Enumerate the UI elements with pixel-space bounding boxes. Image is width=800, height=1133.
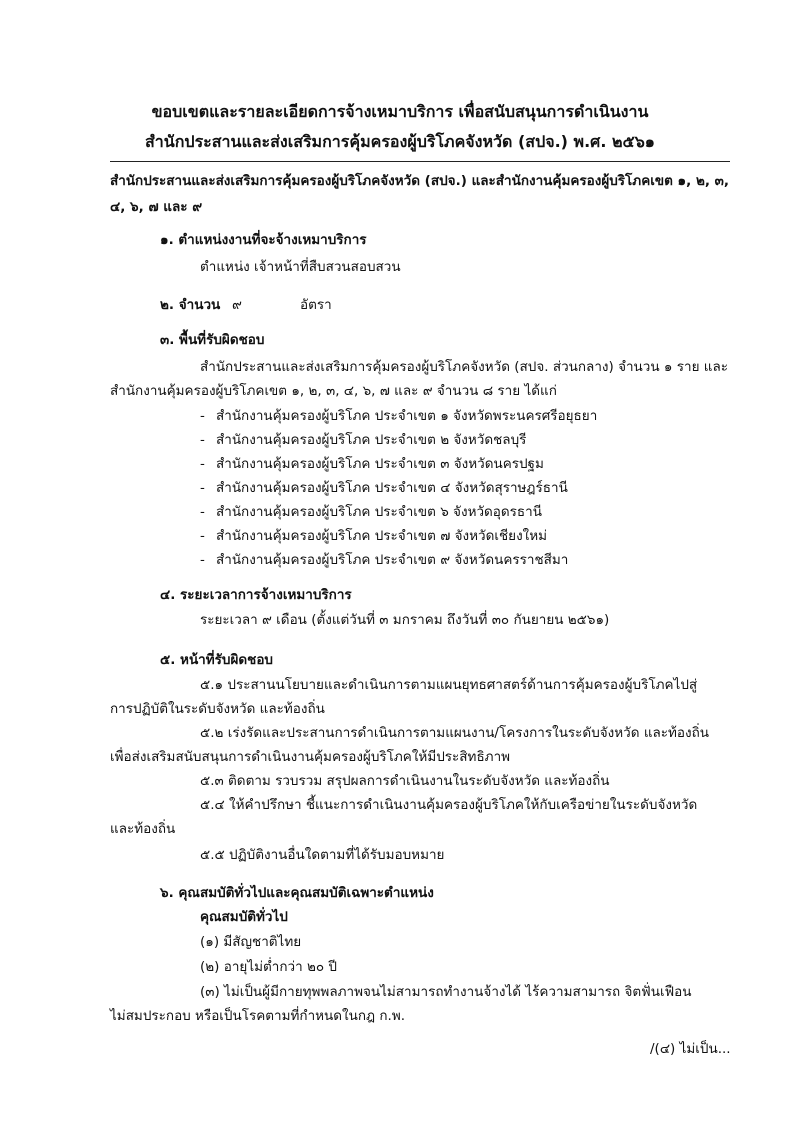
section5-p4-line2: และท้องถิ่น — [110, 821, 176, 837]
section6-q1: (๑) มีสัญชาติไทย — [200, 934, 302, 950]
list-item: - สำนักงานคุ้มครองผู้บริโภค ประจำเขต ๖ จังหวัดอุดรธานี — [200, 504, 542, 520]
section1-heading: ๑. ตำแหน่งงานที่จะจ้างเหมาบริการ — [160, 232, 367, 248]
section6-q3-line2: ไม่สมประกอบ หรือเป็นโรคตามที่กำหนดในกฎ ก.พ. — [110, 1008, 406, 1024]
list-item: - สำนักงานคุ้มครองผู้บริโภค ประจำเขต ๑ จังหวัดพระนครศรีอยุธยา — [200, 408, 598, 424]
section6-q3-line1: (๓) ไม่เป็นผู้มีกายทุพพลภาพจนไม่สามารถทำงานจ้างได้ ไร้ความสามารถ จิตฟั่นเฟือน — [200, 984, 692, 1000]
list-item: - สำนักงานคุ้มครองผู้บริโภค ประจำเขต ๔ จังหวัดสุราษฎร์ธานี — [200, 480, 568, 496]
section5-p4-line1: ๕.๔ ให้คำปรึกษา ชี้แนะการดำเนินงานคุ้มครองผู้บริโภคให้กับเครือข่ายในระดับจังหวัด — [200, 797, 698, 813]
section3-line2: สำนักงานคุ้มครองผู้บริโภคเขต ๑, ๒, ๓, ๔, ๖, ๗ และ ๙ จำนวน ๘ ราย ได้แก่ — [110, 383, 557, 399]
section2-heading: ๒. จำนวน — [160, 297, 221, 313]
list-item-text: สำนักงานคุ้มครองผู้บริโภค ประจำเขต ๒ จังหวัดชลบุรี — [216, 432, 527, 448]
section2-unit: อัตรา — [300, 297, 332, 313]
section4-heading: ๔. ระยะเวลาการจ้างเหมาบริการ — [160, 587, 352, 603]
section5-p2-line1: ๕.๒ เร่งรัดและประสานการดำเนินการตามแผนงาน/โครงการในระดับจังหวัด และท้องถิ่น — [200, 725, 710, 741]
section3-line1: สำนักประสานและส่งเสริมการคุ้มครองผู้บริโภคจังหวัด (สปจ. ส่วนกลาง) จำนวน ๑ ราย และ — [200, 359, 729, 375]
list-item: - สำนักงานคุ้มครองผู้บริโภค ประจำเขต ๙ จังหวัดนครราชสีมา — [200, 552, 569, 568]
section4-text: ระยะเวลา ๙ เดือน (ตั้งแต่วันที่ ๓ มกราคม ถึงวันที่ ๓๐ กันยายน ๒๕๖๑) — [200, 612, 610, 628]
intro-line2: ๔, ๖, ๗ และ ๙ — [110, 199, 203, 215]
list-item: - สำนักงานคุ้มครองผู้บริโภค ประจำเขต ๗ จังหวัดเชียงใหม่ — [200, 528, 548, 544]
list-item-text: สำนักงานคุ้มครองผู้บริโภค ประจำเขต ๑ จังหวัดพระนครศรีอยุธยา — [216, 408, 598, 424]
section6-heading: ๖. คุณสมบัติทั่วไปและคุณสมบัติเฉพาะตำแหน่ง — [160, 885, 434, 901]
section5-p2-line2: เพื่อส่งเสริมสนับสนุนการดำเนินงานคุ้มครองผู้บริโภคให้มีประสิทธิภาพ — [110, 749, 511, 765]
title-divider — [110, 161, 730, 162]
section3-heading: ๓. พื้นที่รับผิดชอบ — [160, 332, 265, 348]
list-item-text: สำนักงานคุ้มครองผู้บริโภค ประจำเขต ๖ จังหวัดอุดรธานี — [216, 504, 542, 520]
section1-position: ตำแหน่ง เจ้าหน้าที่สืบสวนสอบสวน — [200, 259, 401, 275]
list-item: - สำนักงานคุ้มครองผู้บริโภค ประจำเขต ๓ จังหวัดนครปฐม — [200, 456, 544, 472]
list-item: - สำนักงานคุ้มครองผู้บริโภค ประจำเขต ๒ จังหวัดชลบุรี — [200, 432, 527, 448]
list-item-text: สำนักงานคุ้มครองผู้บริโภค ประจำเขต ๔ จังหวัดสุราษฎร์ธานี — [216, 480, 568, 496]
section5-heading: ๕. หน้าที่รับผิดชอบ — [160, 652, 273, 668]
document-title-line1: ขอบเขตและรายละเอียดการจ้างเหมาบริการ เพื่อสนับสนุนการดำเนินงาน — [151, 102, 649, 121]
document-title-line2: สำนักประสานและส่งเสริมการคุ้มครองผู้บริโภคจังหวัด (สปจ.) พ.ศ. ๒๕๖๑ — [145, 132, 655, 151]
list-item-text: สำนักงานคุ้มครองผู้บริโภค ประจำเขต ๙ จังหวัดนครราชสีมา — [216, 552, 569, 568]
section5-p1-line2: การปฏิบัติในระดับจังหวัด และท้องถิ่น — [110, 701, 325, 717]
section2-count: ๙ — [232, 297, 242, 313]
intro-line1: สำนักประสานและส่งเสริมการคุ้มครองผู้บริโภคจังหวัด (สปจ.) และสำนักงานคุ้มครองผู้บริโภคเขต ๑, ๒, ๓, — [110, 173, 730, 189]
list-item-text: สำนักงานคุ้มครองผู้บริโภค ประจำเขต ๗ จังหวัดเชียงใหม่ — [216, 528, 548, 544]
list-item-text: สำนักงานคุ้มครองผู้บริโภค ประจำเขต ๓ จังหวัดนครปฐม — [216, 456, 544, 472]
section5-p5: ๕.๕ ปฏิบัติงานอื่นใดตามที่ได้รับมอบหมาย — [200, 847, 445, 863]
section6-subheading: คุณสมบัติทั่วไป — [200, 909, 288, 925]
continued-marker: /(๔) ไม่เป็น... — [650, 1041, 731, 1057]
section5-p1-line1: ๕.๑ ประสานนโยบายและดำเนินการตามแผนยุทธศาสตร์ด้านการคุ้มครองผู้บริโภคไปสู่ — [200, 677, 698, 693]
section5-p3: ๕.๓ ติดตาม รวบรวม สรุปผลการดำเนินงานในระดับจังหวัด และท้องถิ่น — [200, 773, 610, 789]
section6-q2: (๒) อายุไม่ต่ำกว่า ๒๐ ปี — [200, 959, 337, 975]
